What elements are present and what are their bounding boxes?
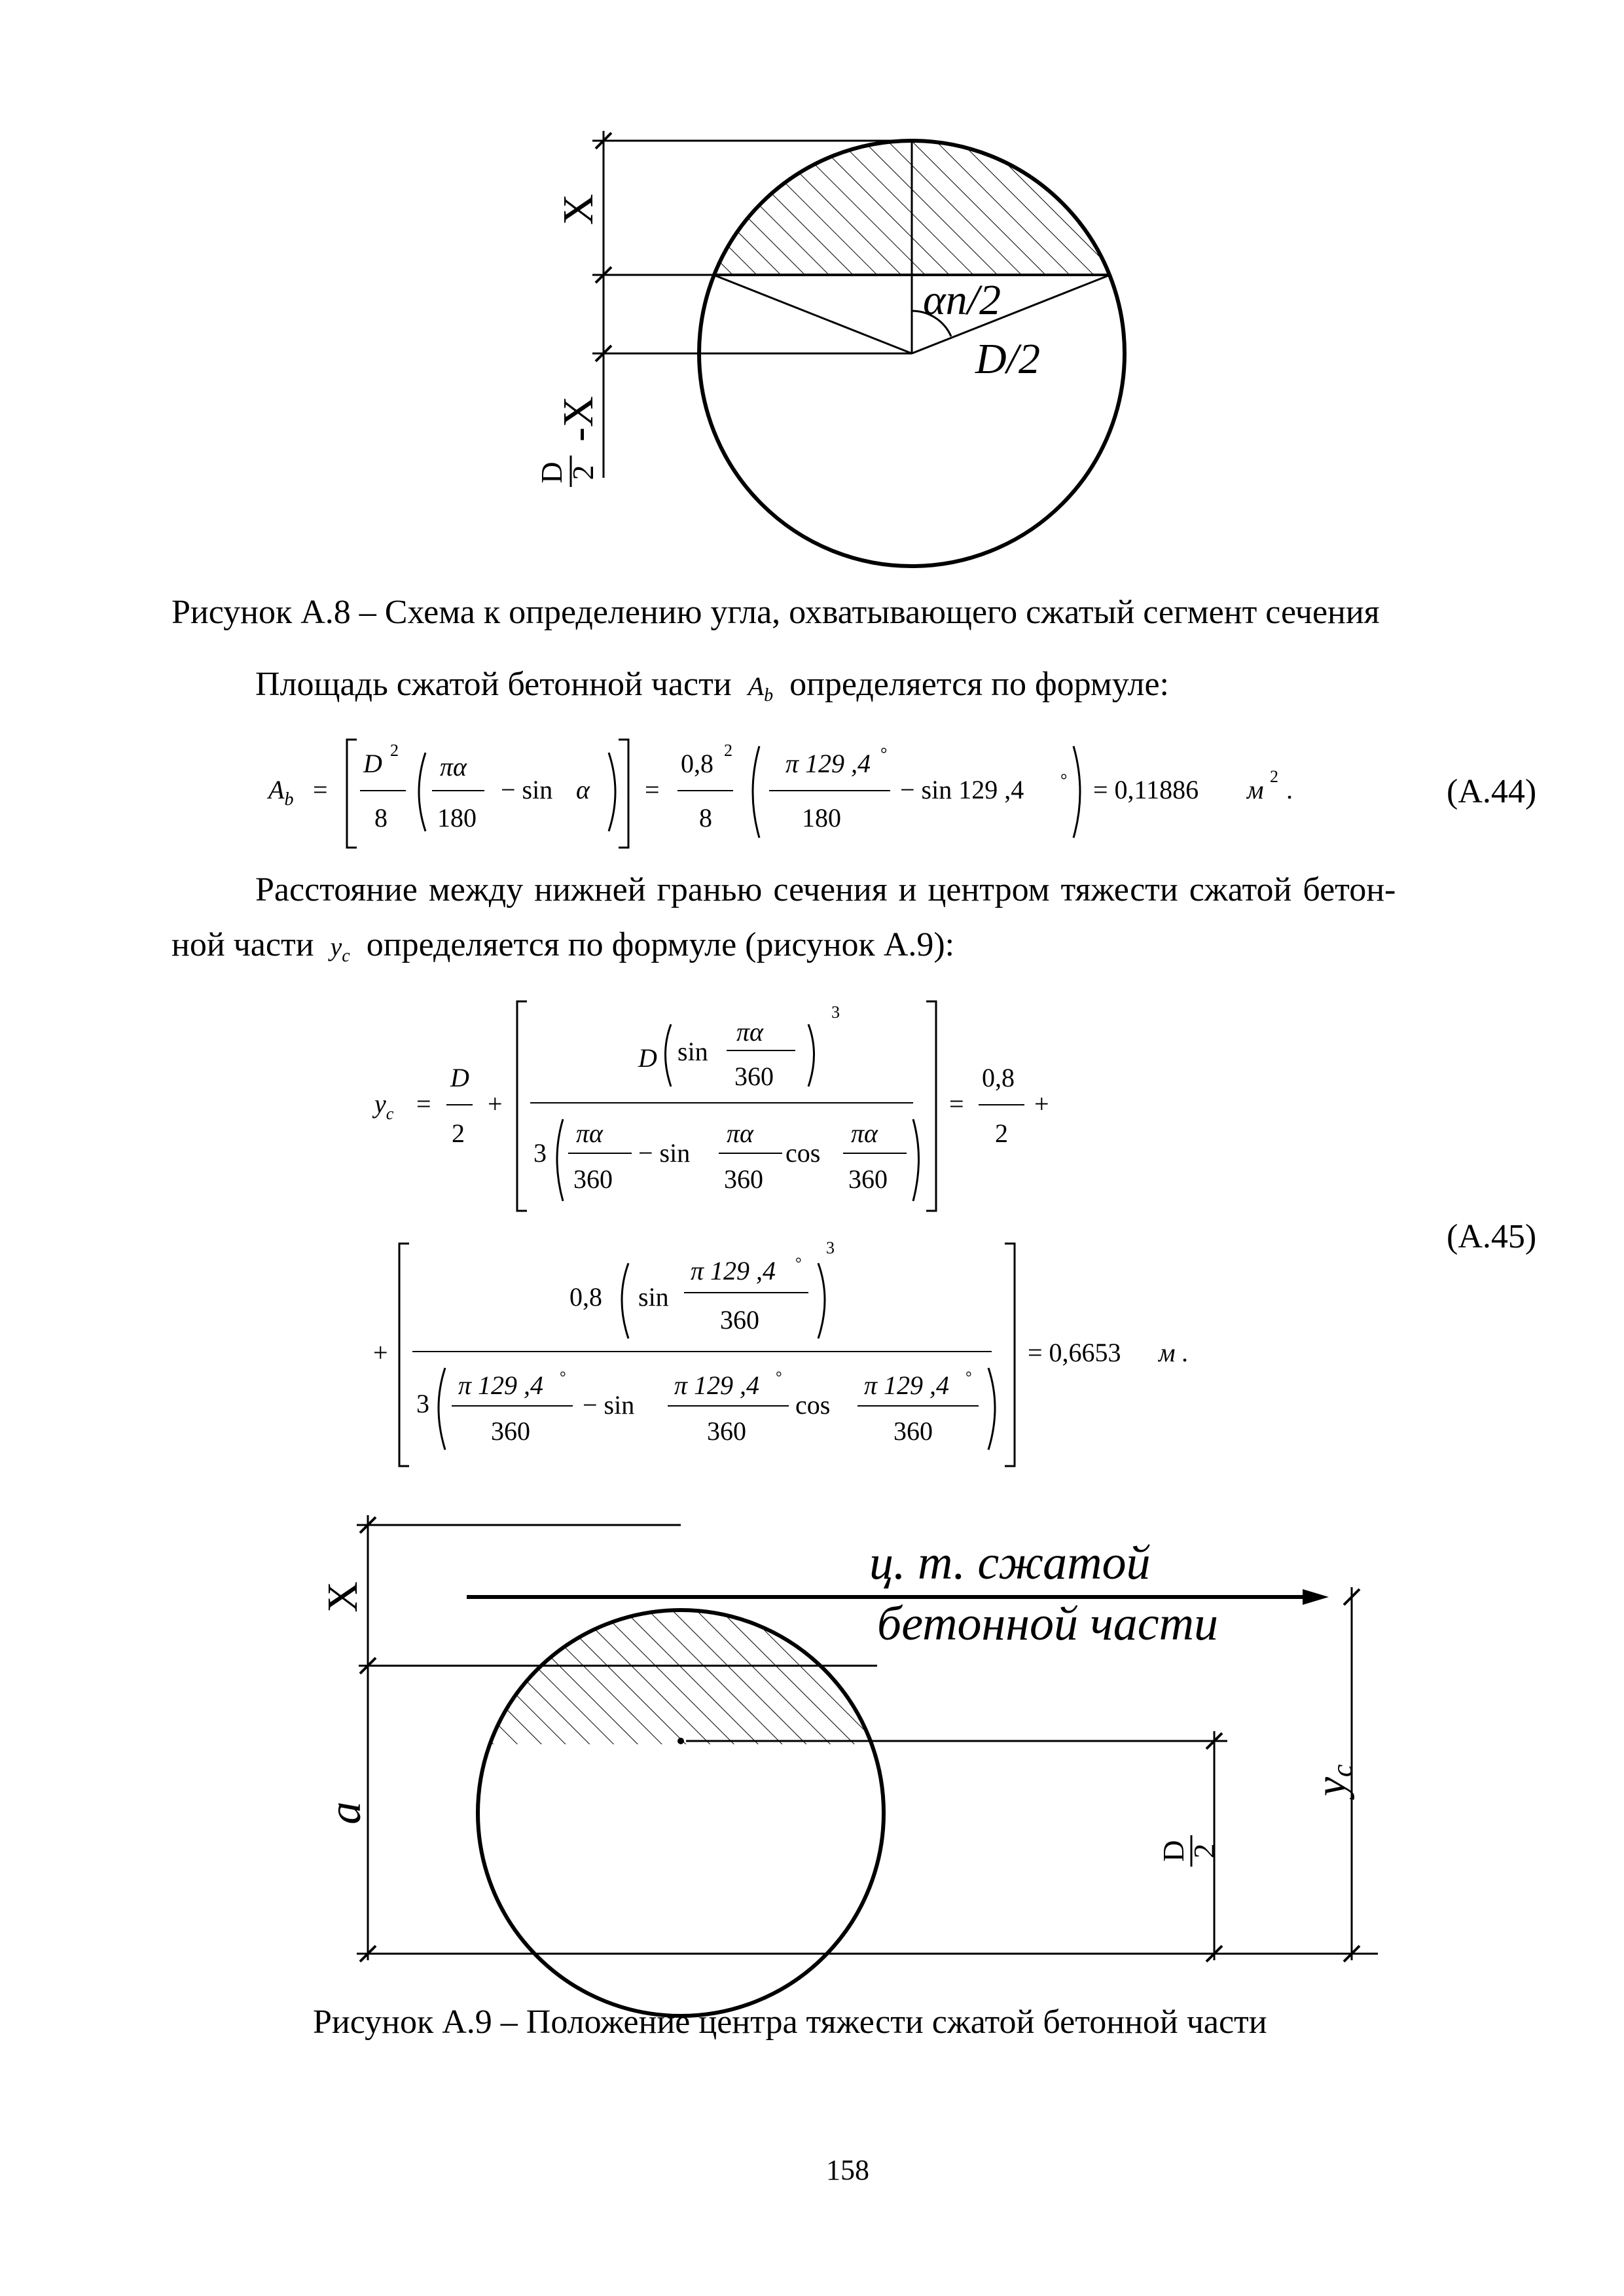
callout-line-1: ц. т. сжатой [869,1536,1151,1590]
eq44-alpha: α [576,775,590,804]
eq44-paren-right-1 [609,753,615,831]
eq44-den8: 8 [374,803,388,833]
eq45-pi129-4: π 129 ,4 [864,1371,950,1400]
paragraph-2-text-before: ной части [171,926,314,963]
label-alpha-half: αn/2 [923,276,1001,324]
compressed-segment-hatch [458,1607,903,1744]
eq45-bracket-left-2 [399,1244,409,1466]
eq45-paren-r-1 [808,1024,814,1086]
figure-a8-caption: Рисунок А.8 – Схема к определению угла, охватывающего сжатый сегмент сечения [171,594,1380,631]
label-d2-num: D [1157,1840,1190,1862]
eq45-bracket-right-2 [1005,1244,1015,1466]
eq45-2-bottom: 2 [995,1119,1008,1148]
eq44-paren-left-2 [753,746,759,838]
label-yc-main [1307,1764,1358,1800]
eq45-eq-2: = [949,1089,964,1119]
eq44-num08: 0,8 [681,749,713,778]
eq45-pi129-2: π 129 ,4 [458,1371,544,1400]
eq44-d-exp: 2 [390,741,399,760]
paragraph-1-text-before: Площадь сжатой бетонной части [255,666,732,703]
paragraph-2-text-after: определяется по формуле (рисунок А.9): [366,926,955,963]
radius-left [713,275,912,353]
eq45-pi129-1: π 129 ,4 [691,1256,776,1285]
eq45-eq-1: = [416,1089,431,1119]
eq45-minus-sin-1: − sin [638,1138,691,1168]
eq45-bracket-left-1 [517,1001,527,1211]
eq45-pialpha-1: πα [736,1017,764,1047]
eq45-08-top: 0,8 [982,1063,1015,1092]
paragraph-2-var-sub: c [342,946,350,966]
eq45-paren-l-2 [557,1119,563,1201]
eq45-exp3-1: 3 [831,1003,840,1022]
eq44-eq-1: = [313,775,328,804]
eq44-bracket-right [619,740,628,848]
eq45-08-num: 0,8 [569,1282,602,1312]
eq44-pi-alpha: πα [440,752,467,781]
figure-a9-caption: Рисунок А.9 – Положение центра тяжести сжатой бетонной части [313,2003,1267,2041]
paragraph-1-var [748,672,774,706]
eq45-lhs-sub: c [386,1104,394,1123]
eq45-exp3-2: 3 [826,1238,835,1257]
eq45-plus-3: + [373,1338,388,1367]
paragraph-1-var-main: A [748,672,765,701]
eq45-plus-1: + [488,1089,503,1119]
label-d2-num: D [535,461,568,484]
eq44-den180: 180 [437,803,477,833]
eq45-paren-l-3 [622,1263,628,1338]
label-yc-c: c [1326,1764,1358,1778]
eq45-deg-4: ° [965,1369,972,1386]
paragraph-2-var-main: y [330,932,342,961]
eq45-deg-3: ° [776,1369,782,1386]
label-x: X [554,194,602,225]
eq45-dot: . [1182,1338,1188,1367]
eq45-unit: м [1159,1338,1176,1367]
eq45-cos-2: cos [795,1390,831,1420]
label-x: X [319,1581,367,1613]
eq45-minus-sin-2: − sin [583,1390,635,1420]
eq45-three-2: 3 [416,1389,429,1418]
eq45-paren-r-3 [818,1263,825,1338]
eq44-sin129: − sin 129 ,4 [900,775,1024,804]
paragraph-2-var [330,932,350,966]
eq45-deg-1: ° [795,1255,802,1272]
label-d2-minus-x-tail: -X [554,396,602,442]
eq45-plus-2: + [1034,1089,1049,1119]
eq44-eq-2: = [645,775,660,804]
eq45-360-5: 360 [720,1305,759,1335]
eq45-d-top: D [450,1063,469,1092]
centroid-arrow-head [1303,1589,1329,1605]
eq44-paren-left-1 [419,753,425,831]
page-number: 158 [826,2154,869,2186]
eq45-360-8: 360 [893,1416,933,1446]
eq45-pialpha-2: πα [576,1119,604,1148]
eq-a45 [372,1001,1188,1466]
eq45-360-4: 360 [848,1164,888,1194]
eq-a45-number: (А.45) [1447,1218,1537,1255]
eq45-lhs [372,1089,394,1123]
eq44-num08-exp: 2 [724,741,732,760]
label-d2-den: 2 [566,465,600,480]
eq44-deg-1: ° [880,744,888,763]
eq45-paren-l-1 [666,1024,672,1086]
eq44-minus-sin: − sin [501,775,553,804]
eq45-360-2: 360 [573,1164,613,1194]
eq45-360-6: 360 [491,1416,530,1446]
eq45-360-7: 360 [707,1416,746,1446]
label-d-half: D/2 [975,335,1040,383]
compressed-segment-hatch [694,141,1139,275]
eq44-lhs-a: A [268,775,285,804]
eq45-three-1: 3 [533,1138,547,1168]
eq44-unit: м [1247,775,1264,804]
eq45-result: = 0,6653 [1028,1338,1121,1367]
eq44-dot: . [1286,775,1293,804]
eq44-pi129: π 129 ,4 [785,749,871,778]
eq45-sin-2: sin [638,1282,669,1312]
eq44-deg-2: ° [1060,770,1068,789]
eq44-lhs-sub: b [284,789,294,810]
eq45-paren-r-2 [913,1119,919,1201]
eq45-pi129-3: π 129 ,4 [674,1371,760,1400]
figure-a9-drawing [319,1515,1378,2016]
paragraph-1-var-sub: b [764,685,774,706]
eq-a44-number: (А.44) [1447,773,1537,810]
label-a: a [320,1801,370,1825]
eq45-pialpha-3: πα [727,1119,754,1148]
eq45-two-bottom: 2 [452,1119,465,1148]
paragraph-2-line-1: Расстояние между нижней гранью сечения и центром тяжести сжатой бетон- [255,871,1396,908]
eq45-d-num: D [638,1043,657,1073]
eq44-result: = 0,11886 [1093,775,1199,804]
eq45-pialpha-4: πα [851,1119,878,1148]
eq44-paren-right-2 [1074,746,1080,838]
eq44-den180-2: 180 [802,803,841,833]
eq-a44 [266,740,1293,848]
eq45-cos-1: cos [785,1138,821,1168]
label-yc-y: y [1307,1777,1355,1797]
eq45-bracket-right-1 [926,1001,936,1211]
eq44-lhs [266,775,293,810]
eq45-lhs-y: y [374,1089,386,1119]
label-d2-den: 2 [1187,1843,1221,1859]
figure-a8-drawing [535,131,1139,566]
paragraph-2-line-2 [171,925,954,967]
eq45-sin-1: sin [677,1037,708,1066]
eq45-360-3: 360 [724,1164,763,1194]
eq45-paren-l-4 [439,1368,445,1450]
eq45-360-1: 360 [734,1062,774,1091]
center-point [677,1738,684,1744]
eq45-deg-2: ° [560,1369,566,1386]
eq44-d: D [363,749,382,778]
callout-line-2: бетонной части [877,1597,1219,1651]
eq45-paren-r-4 [988,1368,995,1450]
eq44-bracket-left [347,740,357,848]
eq44-den8-2: 8 [699,803,712,833]
eq44-unit-exp: 2 [1270,767,1278,786]
paragraph-1-text-after: определяется по формуле: [789,666,1169,703]
paragraph-1 [255,665,1169,706]
